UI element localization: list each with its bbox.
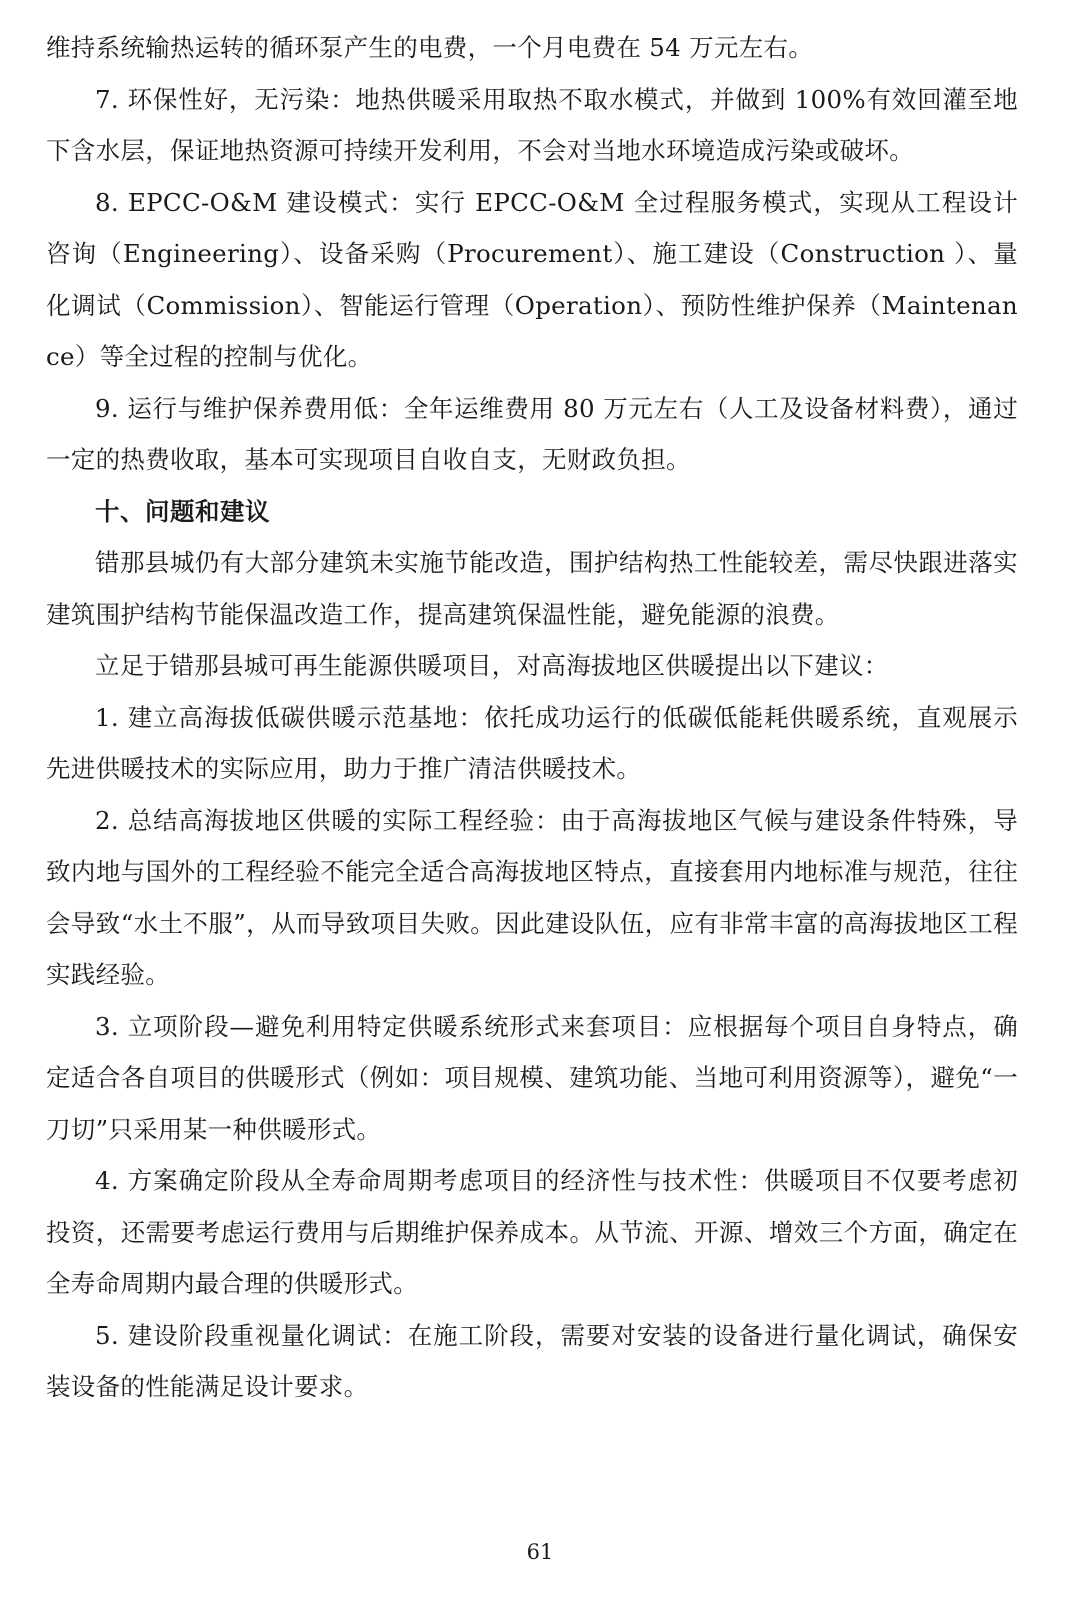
paragraph-suggestion-1: 1. 建立高海拔低碳供暖示范基地：依托成功运行的低碳低能耗供暖系统，直观展示先进供暖技术的实际应用，助力于推广清洁供暖技术。 <box>46 702 1018 783</box>
paragraph-item-8: 8. EPCC-O&M 建设模式：实行 EPCC-O&M 全过程服务模式，实现从工程设计咨询（Engineering）、设备采购（Procurement）、施工建设（Construction ）、量化调试（Commission）、智能运行管理（Operation）、预防性维护保养（Maintenance）等全过程的控制与优化。 <box>46 187 1018 371</box>
section-heading: 十、问题和建议 <box>95 496 270 526</box>
page-number: 61 <box>526 1540 554 1564</box>
paragraph-suggestions-lead: 立足于错那县城可再生能源供暖项目，对高海拔地区供暖提出以下建议： <box>95 651 889 680</box>
paragraph-continuation: 维持系统输热运转的循环泵产生的电费，一个月电费在 54 万元左右。 <box>46 33 814 62</box>
paragraph-suggestion-3: 3. 立项阶段—避免利用特定供暖系统形式来套项目：应根据每个项目自身特点，确定适合各自项目的供暖形式（例如：项目规模、建筑功能、当地可利用资源等），避免“一刀切”只采用某一种供暖形式。 <box>46 1011 1018 1144</box>
paragraph-suggestion-5: 5. 建设阶段重视量化调试：在施工阶段，需要对安装的设备进行量化调试，确保安装设备的性能满足设计要求。 <box>46 1320 1018 1401</box>
paragraph-suggestion-4: 4. 方案确定阶段从全寿命周期考虑项目的经济性与技术性：供暖项目不仅要考虑初投资，还需要考虑运行费用与后期维护保养成本。从节流、开源、增效三个方面，确定在全寿命周期内最合理的供暖形式。 <box>46 1166 1018 1298</box>
document-body <box>46 22 1018 1413</box>
paragraph-section-intro: 错那县城仍有大部分建筑未实施节能改造，围护结构热工性能较差，需尽快跟进落实建筑围护结构节能保温改造工作，提高建筑保温性能，避免能源的浪费。 <box>46 548 1018 629</box>
paragraph-suggestion-2: 2. 总结高海拔地区供暖的实际工程经验：由于高海拔地区气候与建设条件特殊，导致内地与国外的工程经验不能完全适合高海拔地区特点，直接套用内地标准与规范，往往会导致“水土不服”，从而导致项目失败。因此建设队伍，应有非常丰富的高海拔地区工程实践经验。 <box>46 805 1018 989</box>
paragraph-item-9: 9. 运行与维护保养费用低：全年运维费用 80 万元左右（人工及设备材料费），通过一定的热费收取，基本可实现项目自收自支，无财政负担。 <box>46 393 1018 474</box>
paragraph-item-7: 7. 环保性好，无污染：地热供暖采用取热不取水模式，并做到 100%有效回灌至地下含水层，保证地热资源可持续开发利用，不会对当地水环境造成污染或破坏。 <box>46 84 1018 165</box>
